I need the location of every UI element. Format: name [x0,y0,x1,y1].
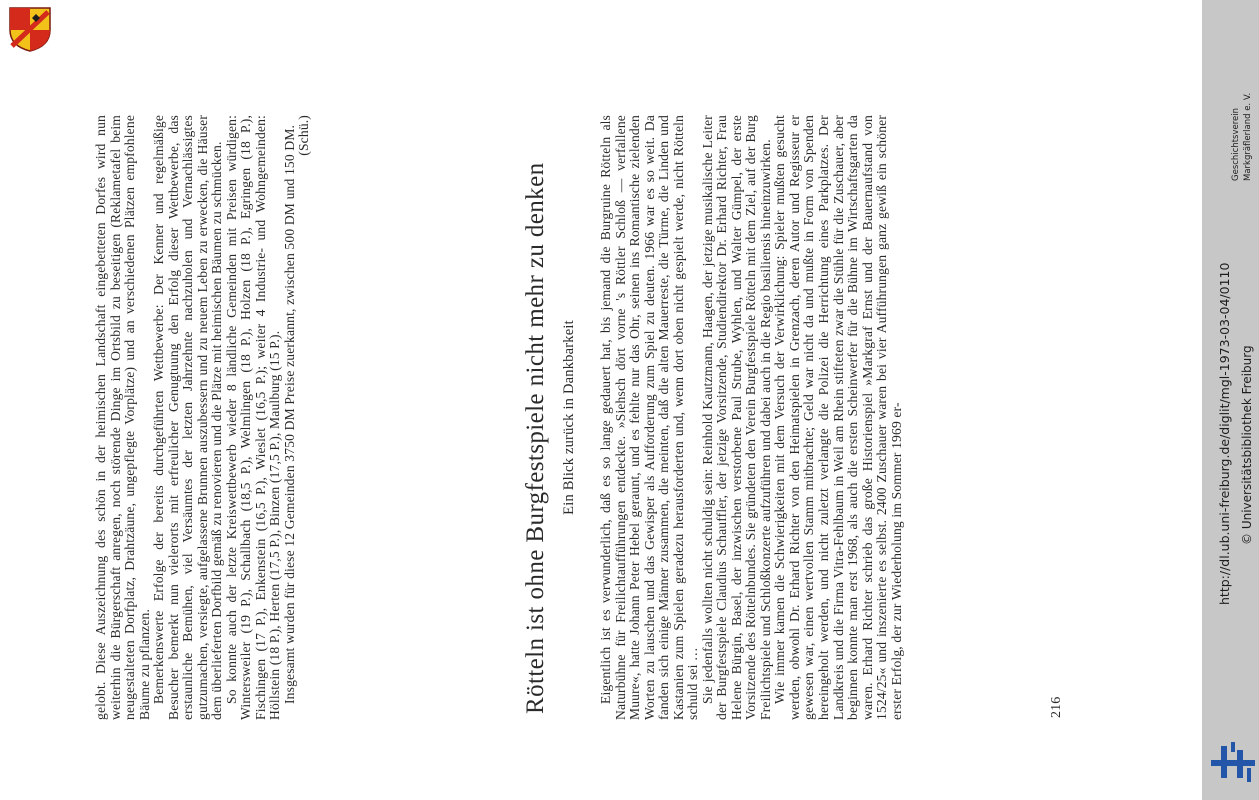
society-name: Geschichtsverein [1231,107,1241,181]
intro-paragraph: So konnte auch der letzte Kreiswettbewerb wieder 8 ländliche Gemeinden mit Preisen würdigen: Wintersweiler (19 P.), Schallbach (18,5 P.), Welmlingen (18 P.), Holzen (18 P.), Egringen (18 P.), Fischingen (17 P.), Enkenstein (16,5 P.), Wieslet (16,5 P.); weiter 4 Industrie- und Wohngemeinden: Höllstein (18 P.), Herten (17,5 P.), Binzen (17,5 P.), Maulburg (15 P.). [223,115,283,720]
intro-paragraph: Bemerkenswerte Erfolge der bereits durchgeführten Wettbewerbe: Der Kenner und regelmäßige Besucher bemerkt nun vielerorts mit erfreulicher Genugtuung den Erfolg dieser Wettbewerbe, das erstaunliche Bemühen, viel Versäumtes der letzten Jahrzehnte nachzuholen und Vernachlässigtes gutzumachen, versiegte, aufgelassene Brunnen auszubessern und zu neuem Leben zu erwecken, die Häuser dem überlieferten Dorfbild gemäß zu renovieren und die Plätze mit heimischen Bäumen zu schmücken. [151,115,225,720]
article-paragraph: Sie jedenfalls wollten nicht schuldig sein: Reinhold Kautzmann, Haagen, der jetzige musikalische Leiter der Burgfestspiele Claudius Schauffler, der jetzige Vorsitzende, Studiendirektor Dr. Erhard Richter, Frau Helene Bürgin, Basel, der inzwischen verstorbene Paul Strube, Wyhlen, und Walter Gümpel, der erste Vorsitzende des Röttelnbundes. Sie gründeten den Verein Burgfestspiele Rötteln mit dem Ziel, auf der Burg Freilichtspiele und Schloßkonzerte aufzuführen und dabei auch in die Regio basiliensis hineinzuwirken. [699,115,773,720]
article-paragraph: Wie immer kamen die Schwierigkeiten mit dem Versuch der Verwirklichung: Spieler mußten gesucht werden, obwohl Dr. Erhard Richter von den Heimatspielen in Grenzach, deren Autor und Regisseur er gewesen war, einen wertvollen Stamm mitbrachte; Geld war nicht da und mußte in Form von Spenden hereingeholt werden, und nicht zuletzt verlangte die Polizei die Herrichtung eines Parkplatzes. Der Landkreis und die Firma Vitra-Fehlbaum in Weil am Rhein stifteten zwar die Stühle für die Zuschauer, aber beginnen konnte man erst 1968, als auch die ersten Scheinwerfer für die Bühne im Wirtschaftsgarten da waren. Erhard Richter schrieb das große Historienspiel »Markgraf Ernst und der Bauernaufstand von 1524/25« und inszenierte es selbst. 2400 Zuschauer waren bei vier Aufführungen ganz gewiß ein schöner erster Erfolg, der zur Wiederholung im Sommer 1969 er- [772,115,904,720]
ub-freiburg-logo-icon [1211,742,1255,782]
document-url-link[interactable]: http://dl.ub.uni-freiburg.de/diglit/mgl-1973-03-04/0110 [1217,262,1232,605]
intro-section [94,115,312,720]
intro-paragraph: Insgesamt wurden für diese 12 Gemeinden 3750 DM Preise zuerkannt, zwischen 500 DM und 150 DM. [281,124,297,704]
intro-paragraph: gelobt. Diese Auszeichnung des schön in der heimischen Landschaft eingebetteten Dorfes wird nun weiterhin die Bürgerschaft anregen, noch störende Dinge im Ortsbild zu beseitigen (Reklametafel beim neugestalteten Dorfplatz, Drahtzäune, ungepflegte Vorplätze) und an verschiedenen Plätzen empfohlene Bäume zu pflanzen. [93,115,152,720]
coat-of-arms-icon [8,6,52,52]
article-subtitle: Ein Blick zurück in Dankbarkeit [560,320,577,515]
page-number: 216 [1049,696,1064,718]
society-name: Markgräflerland e. V. [1243,92,1253,181]
page-content [80,80,1080,720]
article-paragraph: Eigentlich ist es verwunderlich, daß es so lange gedauert hat, bis jemand die Burgruine Rötteln als Naturbühne für Freilichtaufführungen entdeckte. »Siehsch dört vorne 's Röttler Schloß — verfallene Muure«, hatte Johann Peter Hebel geraunt, und es fehlte nur das Ohr, seinen ins Romantische zielenden Worten zu lauschen und das Gewisper als Aufforderung zum Spiel zu deuten. 1966 war es so weit. Da fanden sich einige Männer zusammen, die meinten, daß die alten Mauerreste, die Türme, die Linden und Kastanien zum Spielen geradezu herausforderten und, wenn dort oben nicht gespielt werde, nicht Rötteln schuld sei … [598,115,701,720]
copyright-notice: © Universitätsbibliothek Freiburg [1240,345,1254,545]
article-title: Rötteln ist ohne Burgfestspiele nicht mehr zu denken [522,162,549,714]
author-signature: (Schü.) [296,115,312,156]
article-section [512,115,904,720]
